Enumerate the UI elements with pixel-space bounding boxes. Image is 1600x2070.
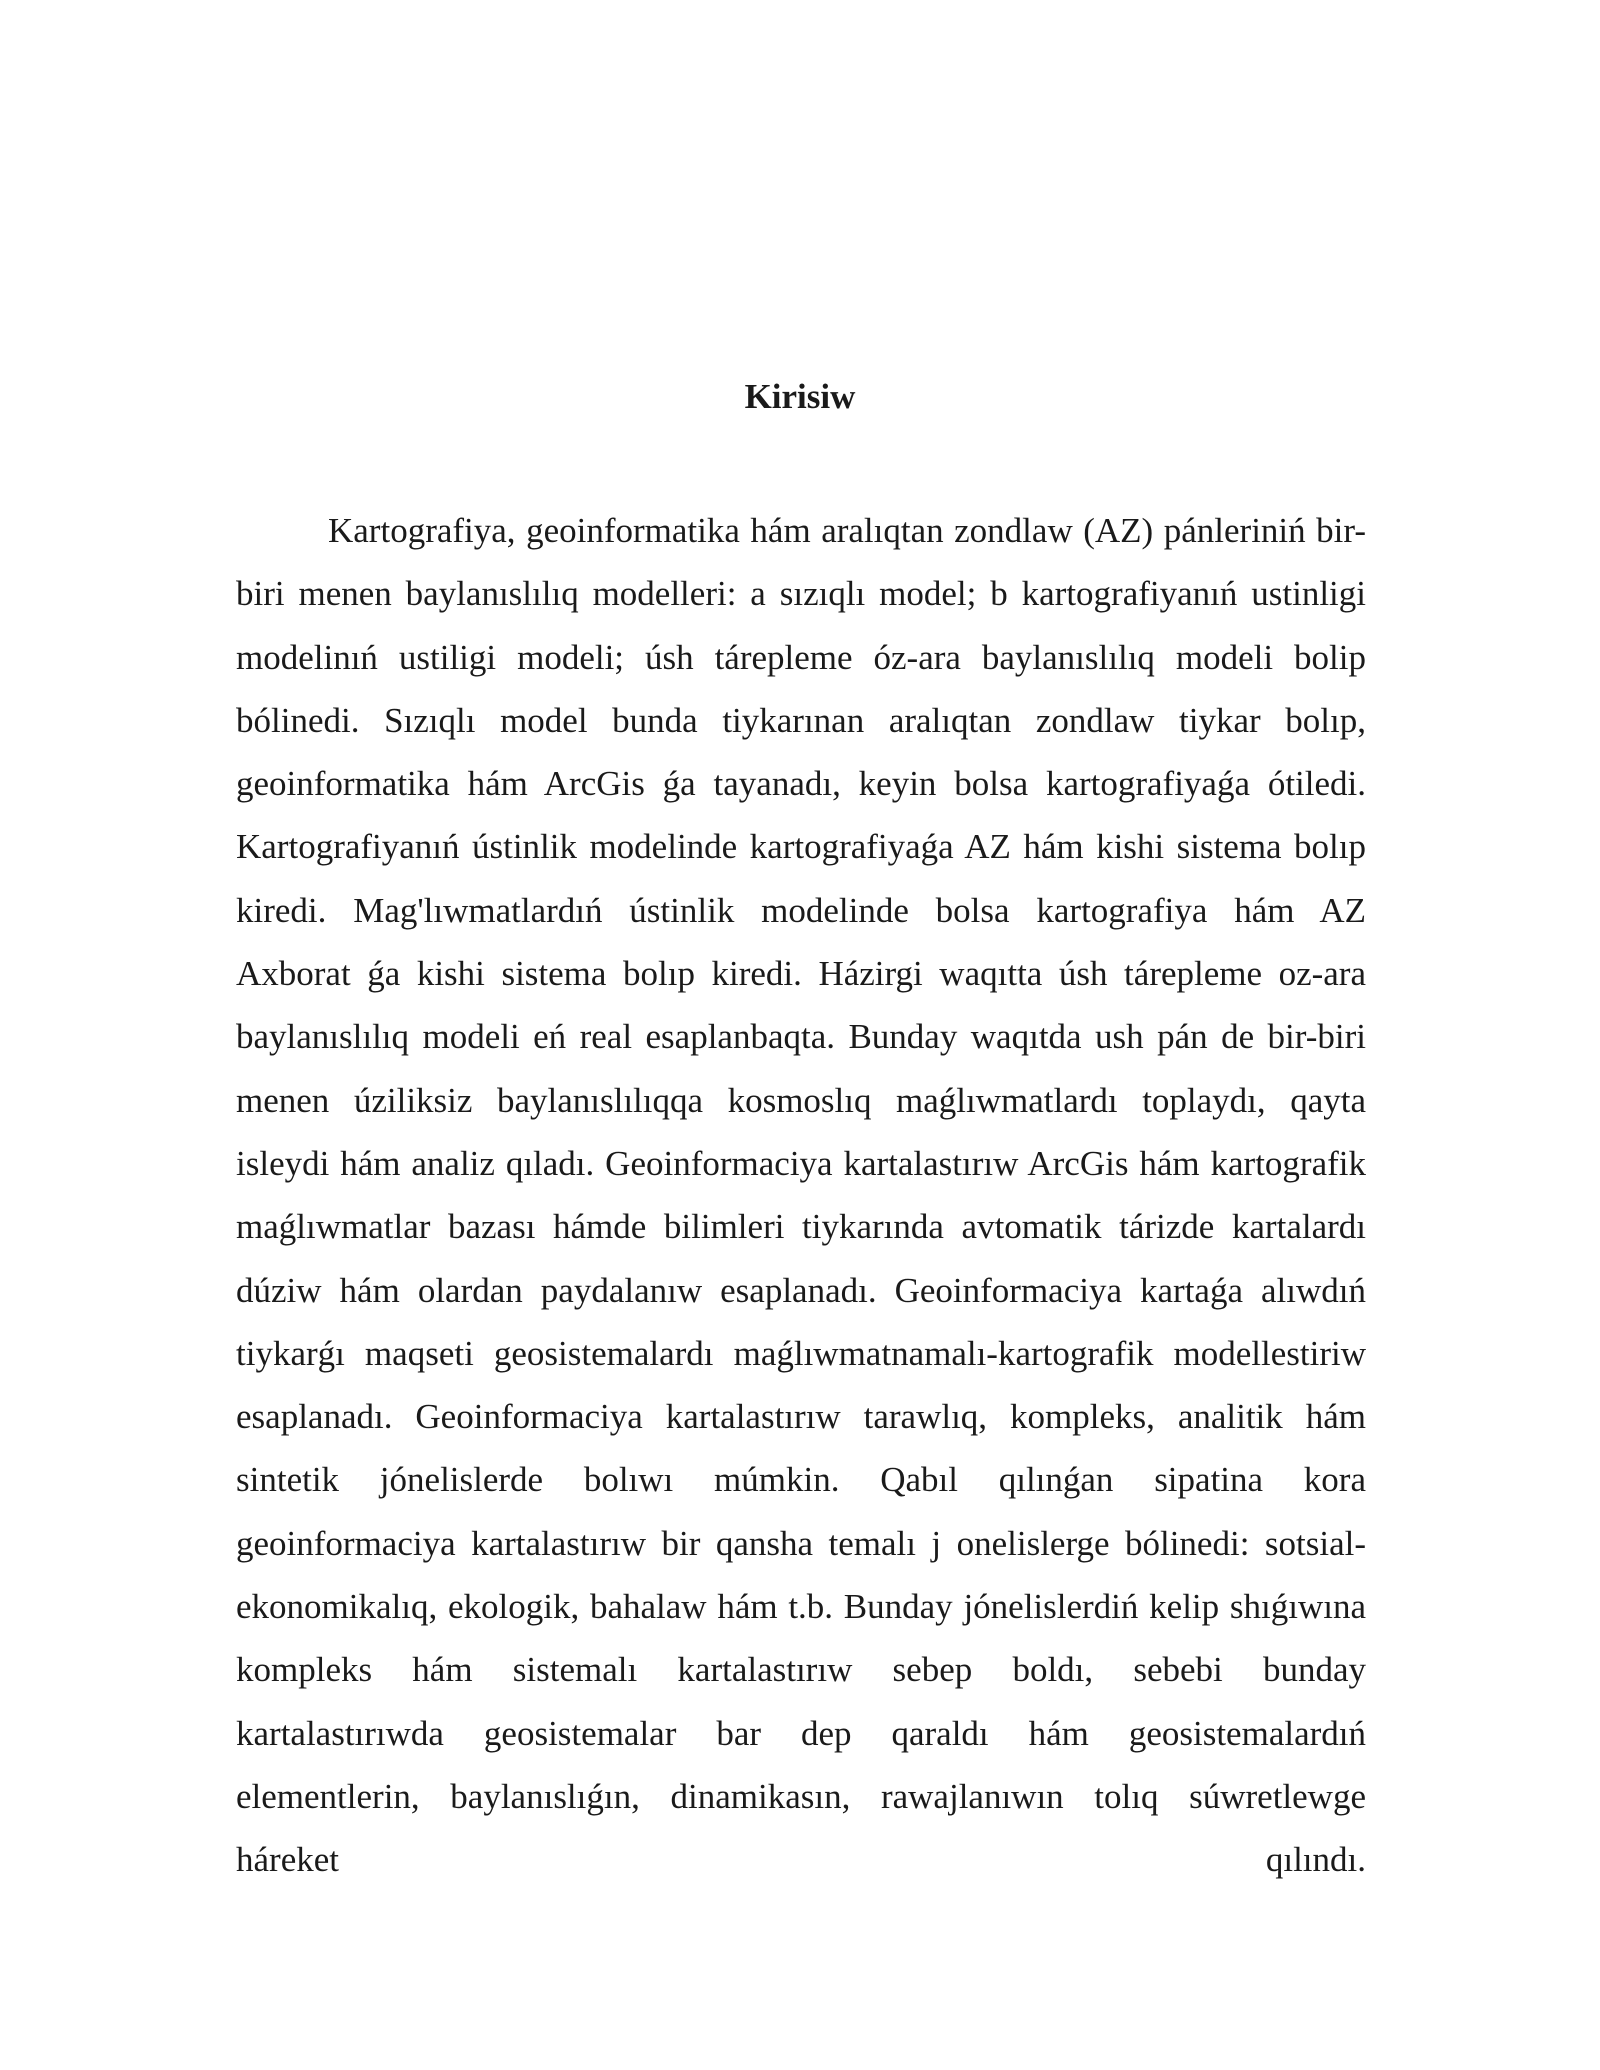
page-heading: Kirisiw [744,377,856,416]
body-paragraph: Kartografiya, geoinformatika hám aralıqtan zondlaw (AZ) pánleriniń bir-biri menen baylanıslılıq modelleri: a sızıqlı model; b kartografiyanıń ustinligi modelinıń ustiligi modeli; úsh tárepleme óz-ara baylanıslılıq modeli bolip bólinedi. Sızıqlı model bunda tiykarınan aralıqtan zondlaw tiykar bolıp, geoinformatika hám ArcGis ǵa tayanadı, keyin bolsa kartografiyaǵa ótiledi. Kartografiyanıń ústinlik modelinde kartografiyaǵa AZ hám kishi sistema bolıp kiredi. Mag'lıwmatlardıń ústinlik modelinde bolsa kartografiya hám AZ Axborat ǵa kishi sistema bolıp kiredi. Házirgi waqıtta úsh tárepleme oz-ara baylanıslılıq modeli eń real esaplanbaqta. Bunday waqıtda ush pán de bir-biri menen úziliksiz baylanıslılıqqa kosmoslıq maǵlıwmatlardı toplaydı, qayta isleydi hám analiz qıladı. Geoinformaciya kartalastırıw ArcGis hám kartografik maǵlıwmatlar bazası hámde bilimleri tiykarında avtomatik tárizde kartalardı dúziw hám olardan paydalanıw esaplanadı. Geoinformaciya kartaǵa alıwdıń tiykarǵı maqseti geosistemalardı maǵlıwmatnamalı-kartografik modellestiriw esaplanadı. Geoinformaciya kartalastırıw tarawlıq, kompleks, analitik hám sintetik jónelislerde bolıwı múmkin. Qabıl qılınǵan sipatina kora geoinformaciya kartalastırıw bir qansha temalı j onelislerge bólinedi: sotsial-ekonomikalıq, ekologik, bahalaw hám t.b. Bunday jónelislerdiń kelip shıǵıwına kompleks hám sistemalı kartalastırıw sebep boldı, sebebi bunday kartalastırıwda geosistemalar bar dep qaraldı hám geosistemalardıń elementlerin, baylanıslıǵın, dinamikasın, rawajlanıwın tolıq súwretlewge háreket qılındı. [236,511,1366,1880]
